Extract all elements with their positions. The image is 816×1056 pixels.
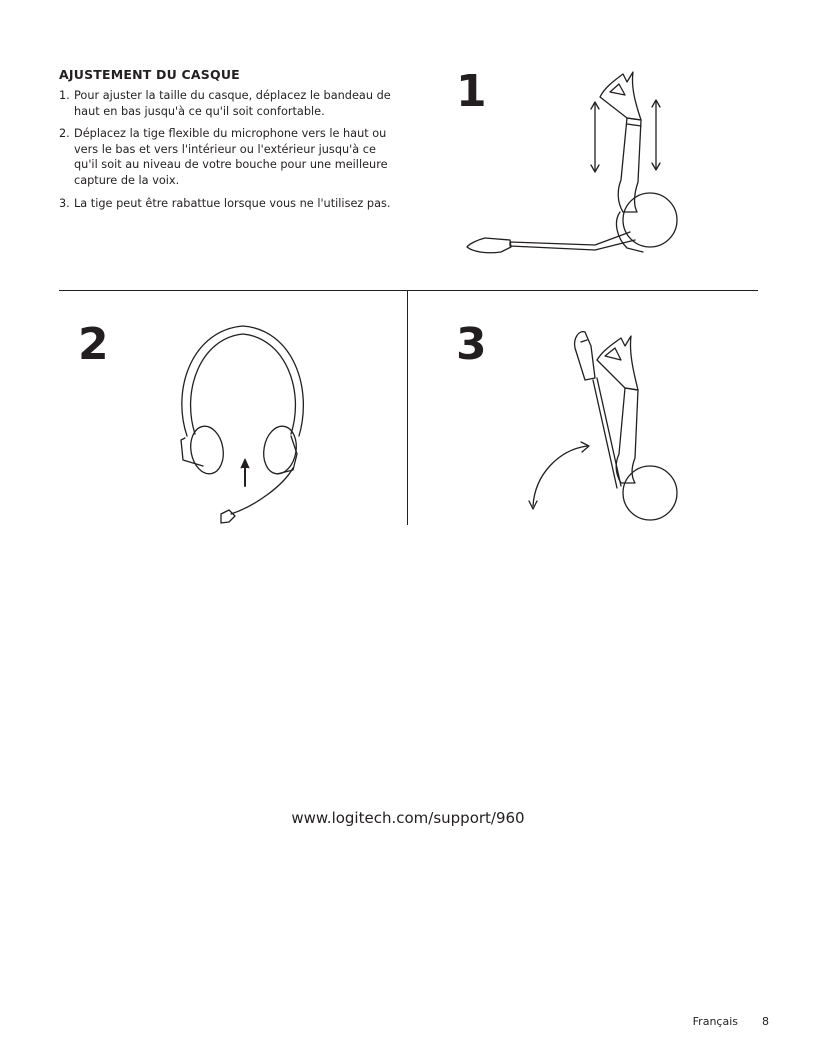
headband-top-shape	[597, 336, 638, 390]
ear-cup-shape	[623, 193, 677, 247]
headband-inner-shape	[191, 334, 296, 434]
support-url[interactable]: www.logitech.com/support/960	[291, 809, 525, 827]
step-text: La tige peut être rabattue lorsque vous ne l'utilisez pas.	[74, 196, 391, 210]
up-arrow	[241, 459, 249, 486]
mic-tip-shape	[221, 510, 235, 523]
figure-2-number: 2	[78, 319, 109, 370]
step-text: Pour ajuster la taille du casque, déplacez le bandeau de haut en bas jusqu'à ce qu'il soit confortable.	[74, 89, 391, 118]
headband-arm-shape	[616, 388, 638, 483]
mic-tip-shape	[575, 332, 595, 380]
step-number: 3.	[59, 196, 70, 210]
up-down-arrow-left	[591, 102, 599, 172]
headband-outer-shape	[182, 326, 304, 436]
mic-boom-shape	[593, 380, 617, 488]
ear-cup-shape	[623, 466, 677, 520]
mic-boom-shape	[510, 232, 635, 250]
figure-1-headset-side-illustration	[455, 62, 695, 277]
headband-top-shape	[600, 72, 641, 120]
step-item	[59, 126, 394, 188]
rotate-arrow	[529, 442, 589, 509]
mic-boom-shape	[231, 468, 293, 514]
step-item	[59, 196, 394, 212]
figure-3-number: 3	[456, 319, 487, 370]
headband-arm-shape	[618, 118, 641, 212]
figure-3-headset-folded-illustration	[525, 318, 685, 533]
vertical-divider	[407, 291, 408, 525]
step-item	[59, 88, 394, 119]
step-number: 1.	[59, 89, 70, 102]
mic-tip-shape	[467, 238, 511, 253]
figure-2-headset-front-illustration	[165, 318, 325, 533]
instruction-steps	[59, 88, 394, 218]
step-number: 2.	[59, 127, 70, 141]
horizontal-divider	[59, 290, 758, 291]
page-number: 8	[762, 1015, 769, 1028]
section-title: AJUSTEMENT DU CASQUE	[59, 67, 240, 82]
footer-language: Français	[692, 1015, 738, 1028]
left-ear-cup-shape	[187, 424, 227, 477]
step-text: Déplacez la tige flexible du microphone vers le haut ou vers le bas et vers l'intérieur ou l'extérieur jusqu'à ce qu'il soit au niveau de votre bouche pour une meilleure capture de la voix.	[74, 127, 388, 187]
figure-1-number: 1	[456, 66, 487, 117]
up-down-arrow-right	[652, 100, 660, 170]
